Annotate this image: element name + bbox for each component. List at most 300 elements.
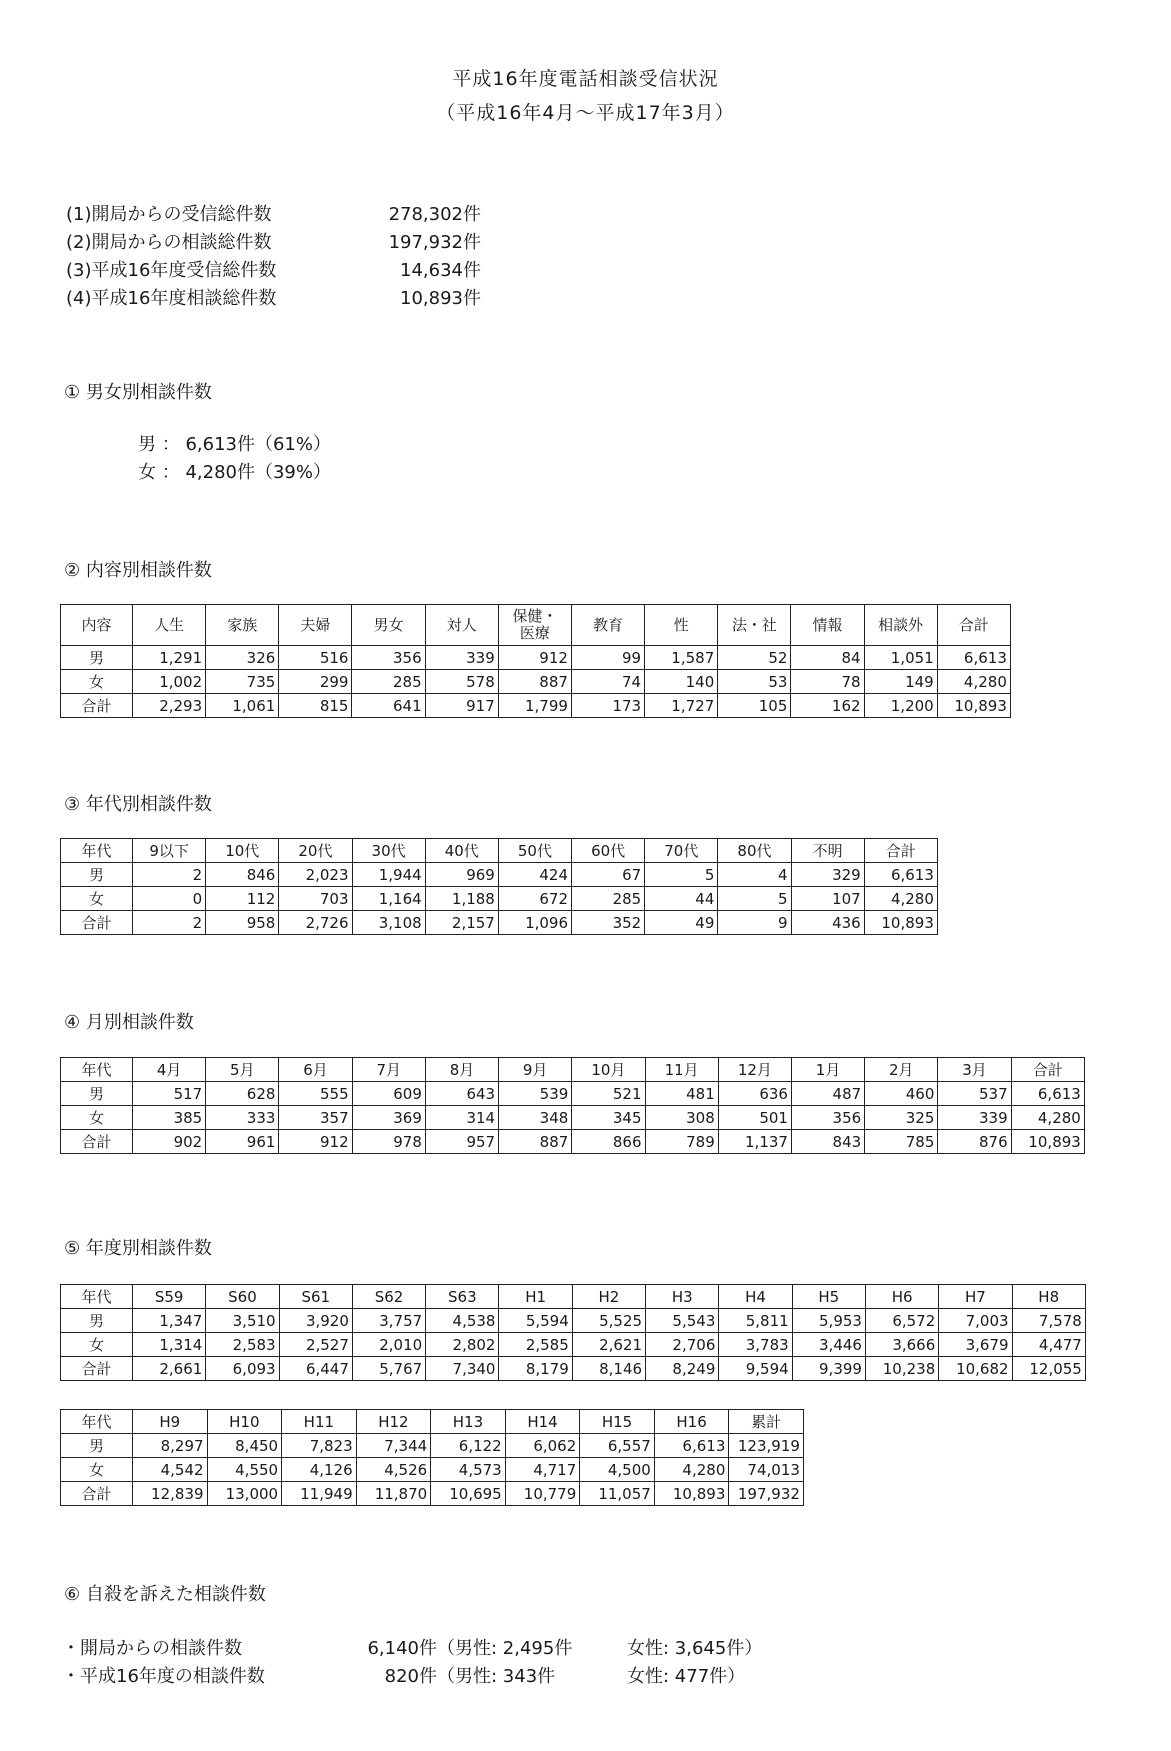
table-cell: 8,297: [133, 1434, 208, 1458]
row-header-cell: 女: [61, 1106, 133, 1130]
table-cell: 1,944: [352, 863, 425, 887]
table-cell: 8,450: [207, 1434, 282, 1458]
table-header-cell: H14: [505, 1410, 580, 1434]
table-header-cell: 12月: [718, 1058, 791, 1082]
table-cell: 785: [865, 1130, 938, 1154]
suicide-male: （男性: 343件: [437, 1666, 556, 1687]
row-header-cell: 男: [61, 1309, 133, 1333]
row-header-cell: 女: [61, 1458, 133, 1482]
table-header-cell: 1月: [791, 1058, 864, 1082]
table-cell: 6,062: [505, 1434, 580, 1458]
summary-label: (3)平成16年度受信総件数: [66, 260, 277, 281]
table-cell: 961: [206, 1130, 279, 1154]
table-cell: 902: [133, 1130, 206, 1154]
table-cell: 107: [791, 887, 864, 911]
table-cell: 3,108: [352, 911, 425, 935]
table-cell: 339: [938, 1106, 1011, 1130]
table-cell: 1,799: [498, 694, 571, 718]
table-cell: 3,510: [206, 1309, 279, 1333]
table-cell: 5,525: [572, 1309, 645, 1333]
table-cell: 12,839: [133, 1482, 208, 1506]
table-cell: 1,051: [864, 646, 937, 670]
table-header-cell: 2月: [865, 1058, 938, 1082]
table-header-cell: 80代: [718, 839, 791, 863]
table-cell: 299: [279, 670, 352, 694]
table-cell: 9: [718, 911, 791, 935]
table-cell: 3,757: [352, 1309, 425, 1333]
table-header-cell: H3: [646, 1285, 719, 1309]
table-header-cell: 8月: [425, 1058, 498, 1082]
table-cell: 123,919: [729, 1434, 804, 1458]
table-cell: 6,093: [206, 1357, 279, 1381]
table-header-cell: H10: [207, 1410, 282, 1434]
table-cell: 1,188: [425, 887, 498, 911]
table-cell: 13,000: [207, 1482, 282, 1506]
table-row: [61, 1482, 804, 1506]
year-table-1: [60, 1284, 1086, 1381]
summary-value: 197,932件: [388, 232, 481, 253]
table-cell: 1,096: [498, 911, 571, 935]
table-cell: 1,727: [645, 694, 718, 718]
table-cell: 6,613: [654, 1434, 729, 1458]
table-header-cell: S60: [206, 1285, 279, 1309]
table-header-row: [61, 1410, 804, 1434]
table-cell: 1,314: [133, 1333, 206, 1357]
table-cell: 487: [791, 1082, 864, 1106]
table-cell: 2,621: [572, 1333, 645, 1357]
table-cell: 7,003: [939, 1309, 1012, 1333]
table-cell: 352: [572, 911, 645, 935]
table-header-cell: H4: [719, 1285, 792, 1309]
table-header-cell: 夫婦: [279, 605, 352, 646]
suicide-label: ・開局からの相談件数: [62, 1638, 242, 1659]
table-cell: 957: [425, 1130, 498, 1154]
row-header-cell: 合計: [61, 694, 133, 718]
document-title: 平成16年度電話相談受信状況: [452, 68, 719, 90]
table-cell: 2,157: [425, 911, 498, 935]
table-cell: 7,344: [356, 1434, 431, 1458]
suicide-line: [62, 1662, 827, 1688]
table-header-cell: 3月: [938, 1058, 1011, 1082]
table-cell: 44: [645, 887, 718, 911]
table-cell: 112: [206, 887, 279, 911]
table-cell: 5,953: [792, 1309, 865, 1333]
table-cell: 4: [718, 863, 791, 887]
table-cell: 4,573: [431, 1458, 506, 1482]
table-cell: 197,932: [729, 1482, 804, 1506]
table-cell: 628: [206, 1082, 279, 1106]
table-cell: 978: [352, 1130, 425, 1154]
table-cell: 2,010: [352, 1333, 425, 1357]
table-cell: 5,767: [352, 1357, 425, 1381]
table-header-cell: 70代: [645, 839, 718, 863]
table-cell: 173: [571, 694, 644, 718]
row-header-cell: 合計: [61, 911, 133, 935]
table-header-cell: 法・社: [718, 605, 791, 646]
table-cell: 969: [425, 863, 498, 887]
table-header-cell: H1: [499, 1285, 572, 1309]
table-cell: 1,164: [352, 887, 425, 911]
table-header-cell: 50代: [498, 839, 571, 863]
table-header-cell: H7: [939, 1285, 1012, 1309]
table-header-cell: S62: [352, 1285, 425, 1309]
table-cell: 2,583: [206, 1333, 279, 1357]
document-period: （平成16年4月～平成17年3月）: [436, 102, 735, 124]
table-cell: 1,061: [206, 694, 279, 718]
table-row: [61, 1357, 1086, 1381]
table-header-cell: H15: [580, 1410, 655, 1434]
table-row: [61, 1333, 1086, 1357]
table-cell: 326: [206, 646, 279, 670]
summary-value: 278,302件: [388, 204, 481, 225]
table-cell: 643: [425, 1082, 498, 1106]
table-cell: 4,500: [580, 1458, 655, 1482]
table-row: [61, 1434, 804, 1458]
table-header-cell: 10月: [572, 1058, 645, 1082]
row-header-cell: 合計: [61, 1130, 133, 1154]
table-cell: 636: [718, 1082, 791, 1106]
table-header-cell: H11: [282, 1410, 357, 1434]
table-cell: 2,293: [133, 694, 206, 718]
table-cell: 2,802: [426, 1333, 499, 1357]
table-header-cell: 11月: [645, 1058, 718, 1082]
table-header-cell: 保健・ 医療: [498, 605, 571, 646]
table-cell: 5,811: [719, 1309, 792, 1333]
table-cell: 641: [352, 694, 425, 718]
summary-value: 10,893件: [400, 288, 481, 309]
row-header-cell: 合計: [61, 1482, 133, 1506]
table-cell: 74: [571, 670, 644, 694]
table-header-cell: 累計: [729, 1410, 804, 1434]
suicide-female: 女性: 477件）: [627, 1666, 746, 1687]
table-cell: 339: [425, 646, 498, 670]
table-cell: 357: [279, 1106, 352, 1130]
content-section-heading: ② 内容別相談件数: [64, 560, 212, 581]
table-cell: 4,550: [207, 1458, 282, 1482]
table-cell: 735: [206, 670, 279, 694]
table-cell: 887: [498, 670, 571, 694]
table-cell: 1,587: [645, 646, 718, 670]
table-cell: 2,706: [646, 1333, 719, 1357]
summary-label: (1)開局からの受信総件数: [66, 204, 272, 225]
table-cell: 4,542: [133, 1458, 208, 1482]
table-cell: 2,661: [133, 1357, 206, 1381]
table-cell: 3,679: [939, 1333, 1012, 1357]
table-cell: 6,572: [865, 1309, 938, 1333]
table-cell: 53: [718, 670, 791, 694]
table-cell: 78: [791, 670, 864, 694]
table-cell: 8,179: [499, 1357, 572, 1381]
table-header-cell: S63: [426, 1285, 499, 1309]
table-cell: 149: [864, 670, 937, 694]
summary-item: [66, 200, 481, 226]
table-header-cell: 合計: [937, 605, 1010, 646]
summary-item: [66, 284, 481, 310]
table-row: [61, 694, 1011, 718]
gender-male-line: 男 ： 6,613件（61%）: [138, 434, 331, 455]
table-cell: 356: [352, 646, 425, 670]
year-section-heading: ⑤ 年度別相談件数: [64, 1238, 212, 1259]
table-cell: 3,783: [719, 1333, 792, 1357]
table-cell: 1,200: [864, 694, 937, 718]
table-cell: 162: [791, 694, 864, 718]
table-cell: 917: [425, 694, 498, 718]
table-header-cell: 教育: [571, 605, 644, 646]
table-cell: 52: [718, 646, 791, 670]
table-header-cell: 4月: [133, 1058, 206, 1082]
table-cell: 308: [645, 1106, 718, 1130]
row-header-cell: 女: [61, 887, 133, 911]
suicide-section-heading: ⑥ 自殺を訴えた相談件数: [64, 1584, 266, 1605]
table-cell: 1,347: [133, 1309, 206, 1333]
table-cell: 866: [572, 1130, 645, 1154]
table-cell: 1,002: [133, 670, 206, 694]
table-cell: 8,146: [572, 1357, 645, 1381]
table-cell: 672: [498, 887, 571, 911]
table-header-cell: 合計: [1011, 1058, 1084, 1082]
table-header-cell: 不明: [791, 839, 864, 863]
table-cell: 84: [791, 646, 864, 670]
row-header-cell: 女: [61, 670, 133, 694]
table-cell: 555: [279, 1082, 352, 1106]
table-cell: 4,717: [505, 1458, 580, 1482]
table-cell: 6,613: [937, 646, 1010, 670]
table-cell: 876: [938, 1130, 1011, 1154]
table-cell: 517: [133, 1082, 206, 1106]
table-cell: 6,613: [864, 863, 937, 887]
table-cell: 2,726: [279, 911, 352, 935]
table-row: [61, 1309, 1086, 1333]
table-cell: 11,057: [580, 1482, 655, 1506]
table-cell: 4,126: [282, 1458, 357, 1482]
table-header-cell: H8: [1012, 1285, 1085, 1309]
table-cell: 8,249: [646, 1357, 719, 1381]
row-header-cell: 男: [61, 863, 133, 887]
table-cell: 385: [133, 1106, 206, 1130]
table-cell: 74,013: [729, 1458, 804, 1482]
table-cell: 11,870: [356, 1482, 431, 1506]
table-cell: 7,578: [1012, 1309, 1085, 1333]
table-header-cell: 合計: [864, 839, 937, 863]
table-header-cell: 相談外: [864, 605, 937, 646]
table-header-cell: 家族: [206, 605, 279, 646]
content-table: [60, 604, 1011, 718]
table-cell: 516: [279, 646, 352, 670]
table-cell: 99: [571, 646, 644, 670]
table-header-cell: 人生: [133, 605, 206, 646]
table-cell: 609: [352, 1082, 425, 1106]
table-cell: 521: [572, 1082, 645, 1106]
table-cell: 4,526: [356, 1458, 431, 1482]
table-cell: 11,949: [282, 1482, 357, 1506]
table-header-cell: H6: [865, 1285, 938, 1309]
table-cell: 356: [791, 1106, 864, 1130]
table-cell: 10,893: [864, 911, 937, 935]
table-header-cell: S61: [279, 1285, 352, 1309]
table-cell: 4,280: [937, 670, 1010, 694]
suicide-male: （男性: 2,495件: [437, 1638, 573, 1659]
table-header-cell: 9月: [499, 1058, 572, 1082]
table-cell: 345: [572, 1106, 645, 1130]
suicide-female: 女性: 3,645件）: [627, 1638, 763, 1659]
table-cell: 348: [499, 1106, 572, 1130]
gender-female-line: 女 ： 4,280件（39%）: [138, 462, 331, 483]
table-cell: 4,538: [426, 1309, 499, 1333]
table-cell: 912: [498, 646, 571, 670]
table-header-row: [61, 1285, 1086, 1309]
table-cell: 958: [206, 911, 279, 935]
table-cell: 285: [572, 887, 645, 911]
table-header-cell: 10代: [206, 839, 279, 863]
table-cell: 4,280: [864, 887, 937, 911]
table-cell: 4,280: [654, 1458, 729, 1482]
table-header-row: [61, 1058, 1085, 1082]
table-cell: 1,137: [718, 1130, 791, 1154]
suicide-line: [62, 1634, 827, 1660]
row-header-cell: 合計: [61, 1357, 133, 1381]
table-cell: 10,779: [505, 1482, 580, 1506]
table-header-cell: 5月: [206, 1058, 279, 1082]
year-table-2: [60, 1409, 804, 1506]
table-cell: 7,823: [282, 1434, 357, 1458]
table-cell: 10,893: [654, 1482, 729, 1506]
table-cell: 369: [352, 1106, 425, 1130]
table-header-cell: S59: [133, 1285, 206, 1309]
table-cell: 537: [938, 1082, 1011, 1106]
table-cell: 4,477: [1012, 1333, 1085, 1357]
table-cell: 9,594: [719, 1357, 792, 1381]
table-cell: 501: [718, 1106, 791, 1130]
table-cell: 10,238: [865, 1357, 938, 1381]
table-header-cell: 性: [645, 605, 718, 646]
table-header-cell: 対人: [425, 605, 498, 646]
table-cell: 887: [499, 1130, 572, 1154]
table-header-cell: H2: [572, 1285, 645, 1309]
table-cell: 815: [279, 694, 352, 718]
table-cell: 6,122: [431, 1434, 506, 1458]
table-header-cell: 男女: [352, 605, 425, 646]
summary-label: (4)平成16年度相談総件数: [66, 288, 277, 309]
table-cell: 2: [133, 863, 206, 887]
table-cell: 49: [645, 911, 718, 935]
table-header-cell: H13: [431, 1410, 506, 1434]
summary-item: [66, 256, 481, 282]
table-row: [61, 1082, 1085, 1106]
table-header-row: [61, 605, 1011, 646]
table-header-cell: 年代: [61, 1058, 133, 1082]
table-row: [61, 670, 1011, 694]
table-row: [61, 1106, 1085, 1130]
table-cell: 325: [865, 1106, 938, 1130]
table-cell: 0: [133, 887, 206, 911]
table-header-cell: 30代: [352, 839, 425, 863]
table-cell: 460: [865, 1082, 938, 1106]
table-header-row: [61, 839, 938, 863]
table-cell: 539: [499, 1082, 572, 1106]
table-cell: 285: [352, 670, 425, 694]
table-row: [61, 863, 938, 887]
table-cell: 5: [718, 887, 791, 911]
table-cell: 6,557: [580, 1434, 655, 1458]
table-cell: 912: [279, 1130, 352, 1154]
table-cell: 2,527: [279, 1333, 352, 1357]
table-cell: 6,613: [1011, 1082, 1084, 1106]
row-header-cell: 女: [61, 1333, 133, 1357]
table-cell: 10,893: [1011, 1130, 1084, 1154]
age-table: [60, 838, 938, 935]
table-cell: 5,594: [499, 1309, 572, 1333]
table-row: [61, 911, 938, 935]
table-header-cell: 7月: [352, 1058, 425, 1082]
table-cell: 4,280: [1011, 1106, 1084, 1130]
table-header-cell: 年代: [61, 1285, 133, 1309]
table-cell: 9,399: [792, 1357, 865, 1381]
table-cell: 6,447: [279, 1357, 352, 1381]
table-header-cell: H12: [356, 1410, 431, 1434]
table-header-cell: 20代: [279, 839, 352, 863]
table-header-cell: H16: [654, 1410, 729, 1434]
month-section-heading: ④ 月別相談件数: [64, 1012, 194, 1033]
table-header-cell: H9: [133, 1410, 208, 1434]
table-cell: 10,893: [937, 694, 1010, 718]
gender-section-heading: ① 男女別相談件数: [64, 382, 212, 403]
table-cell: 424: [498, 863, 571, 887]
table-cell: 12,055: [1012, 1357, 1085, 1381]
table-cell: 3,666: [865, 1333, 938, 1357]
table-cell: 333: [206, 1106, 279, 1130]
table-cell: 3,920: [279, 1309, 352, 1333]
table-cell: 2,585: [499, 1333, 572, 1357]
table-row: [61, 1458, 804, 1482]
table-cell: 481: [645, 1082, 718, 1106]
month-table: [60, 1057, 1085, 1154]
table-header-cell: 9以下: [133, 839, 206, 863]
summary-label: (2)開局からの相談総件数: [66, 232, 272, 253]
table-cell: 2,023: [279, 863, 352, 887]
row-header-cell: 男: [61, 1434, 133, 1458]
row-header-cell: 男: [61, 1082, 133, 1106]
table-header-cell: 6月: [279, 1058, 352, 1082]
suicide-label: ・平成16年度の相談件数: [62, 1666, 265, 1687]
table-row: [61, 646, 1011, 670]
table-row: [61, 887, 938, 911]
table-cell: 789: [645, 1130, 718, 1154]
table-header-cell: 60代: [572, 839, 645, 863]
table-cell: 703: [279, 887, 352, 911]
table-row: [61, 1130, 1085, 1154]
table-cell: 1,291: [133, 646, 206, 670]
summary-item: [66, 228, 481, 254]
table-cell: 67: [572, 863, 645, 887]
table-cell: 843: [791, 1130, 864, 1154]
table-cell: 578: [425, 670, 498, 694]
table-cell: 314: [425, 1106, 498, 1130]
table-cell: 105: [718, 694, 791, 718]
row-header-cell: 男: [61, 646, 133, 670]
table-cell: 2: [133, 911, 206, 935]
table-cell: 3,446: [792, 1333, 865, 1357]
table-cell: 10,682: [939, 1357, 1012, 1381]
table-cell: 5,543: [646, 1309, 719, 1333]
table-cell: 5: [645, 863, 718, 887]
table-cell: 10,695: [431, 1482, 506, 1506]
table-header-cell: 情報: [791, 605, 864, 646]
table-cell: 7,340: [426, 1357, 499, 1381]
table-cell: 140: [645, 670, 718, 694]
table-cell: 846: [206, 863, 279, 887]
table-cell: 329: [791, 863, 864, 887]
table-header-cell: 年代: [61, 1410, 133, 1434]
